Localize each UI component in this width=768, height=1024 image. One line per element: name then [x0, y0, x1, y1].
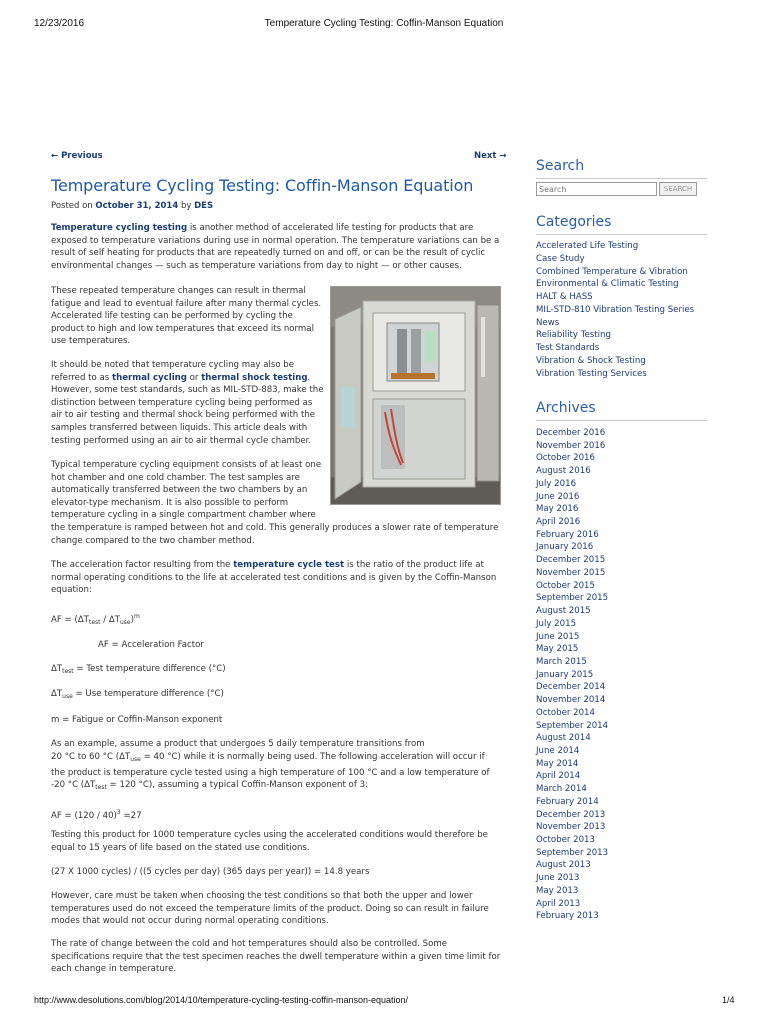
testing-paragraph: Testing this product for 1000 temperature cycles using the accelerated conditions would therefore be equal to 15 years of life based on the stated use conditions.: [51, 830, 488, 853]
archive-link[interactable]: September 2015: [536, 593, 609, 604]
archive-link[interactable]: November 2016: [536, 440, 606, 451]
archive-link[interactable]: February 2014: [536, 796, 599, 807]
archive-link[interactable]: September 2013: [536, 847, 609, 858]
temperature-cycle-test-link[interactable]: temperature cycle test: [233, 560, 345, 570]
p5-a: The acceleration factor resulting from the: [51, 560, 234, 570]
archive-link[interactable]: October 2015: [536, 580, 595, 591]
post-title: Temperature Cycling Testing: Coffin-Manson Equation: [51, 176, 474, 195]
search-button[interactable]: SEARCH: [659, 182, 697, 196]
ex-sub-use: use: [130, 756, 141, 763]
category-link[interactable]: HALT & HASS: [536, 292, 593, 302]
archive-link[interactable]: April 2013: [536, 898, 581, 909]
archives-list: [536, 427, 608, 923]
archive-link[interactable]: November 2014: [536, 695, 606, 706]
post-meta: [51, 201, 213, 211]
archive-link[interactable]: January 2015: [536, 669, 594, 680]
coffin-manson-equation: [51, 611, 501, 630]
thermal-chamber-illustration: [331, 287, 501, 505]
acceleration-factor-paragraph: [51, 559, 501, 597]
res-exp: 3: [116, 809, 121, 816]
def-use-text: = Use temperature difference (°C): [72, 689, 224, 699]
def-delta-t-use: [51, 688, 501, 704]
meta-by: by: [180, 201, 192, 211]
eq-sub-test: test: [88, 619, 101, 626]
def-delta-1: ΔT: [51, 664, 63, 674]
terminology-paragraph: [51, 359, 326, 447]
archive-link[interactable]: October 2016: [536, 453, 595, 464]
category-link[interactable]: Environmental & Climatic Testing: [536, 279, 679, 290]
category-link[interactable]: Vibration Testing Services: [536, 368, 647, 379]
ex-c: = 40 °C) while it is normally being used. The following acceleration will occur if the product is temperature cycle tested using a high temperature of 100 °C and a low temperature of -20 °C (ΔT: [51, 752, 490, 791]
archive-link[interactable]: March 2015: [536, 656, 587, 667]
next-post-link[interactable]: Next →: [474, 151, 507, 161]
archive-link[interactable]: December 2014: [536, 682, 606, 693]
post-date-link[interactable]: October 31, 2014: [95, 201, 179, 211]
category-link[interactable]: Reliability Testing: [536, 330, 611, 341]
def-m: m = Fatigue or Coffin-Manson exponent: [51, 715, 223, 725]
archives-divider: [536, 420, 707, 421]
af-result: [51, 807, 501, 823]
example-intro: As an example, assume a product that undergoes 5 daily temperature transitions from: [51, 739, 425, 749]
eq-slash: / ΔT: [100, 615, 120, 625]
archive-link[interactable]: June 2016: [536, 491, 580, 502]
archive-link[interactable]: March 2014: [536, 784, 587, 795]
ex-sub-test: test: [95, 784, 107, 792]
thermal-cycling-link[interactable]: thermal cycling: [111, 372, 187, 383]
ex-b: 20 °C to 60 °C (ΔT: [51, 752, 131, 762]
archive-link[interactable]: June 2013: [536, 873, 580, 884]
archive-link[interactable]: November 2015: [536, 567, 606, 578]
res-b: =27: [120, 811, 142, 821]
archive-link[interactable]: August 2016: [536, 466, 591, 477]
archive-link[interactable]: May 2014: [536, 758, 579, 769]
print-date: 12/23/2016: [34, 18, 85, 29]
example-paragraph: [51, 751, 501, 795]
eq-close: ): [130, 615, 134, 625]
rate-of-change-paragraph: The rate of change between the cold and hot temperatures should also be controlled. Some specifications require that the test specimen reaches the dwell temperature within a given time limit for each change in temperature.: [51, 939, 501, 975]
categories-list: [536, 240, 694, 380]
categories-divider: [536, 234, 707, 235]
def-af: AF = Acceleration Factor: [98, 640, 204, 650]
p3-c: or: [186, 372, 202, 383]
category-link[interactable]: Vibration & Shock Testing: [536, 355, 646, 366]
archive-link[interactable]: July 2015: [536, 618, 577, 629]
category-link[interactable]: News: [536, 317, 560, 328]
print-url: http://www.desolutions.com/blog/2014/10/temperature-cycling-testing-coffin-manson-equation/: [34, 995, 409, 1005]
eq-exponent: m: [133, 613, 140, 620]
search-divider: [536, 178, 707, 179]
category-link[interactable]: Combined Temperature & Vibration: [536, 266, 688, 277]
p3-a: It should be noted that temperature cycling may also be referred to as: [51, 360, 295, 383]
archive-link[interactable]: July 2016: [536, 478, 577, 489]
archive-link[interactable]: February 2016: [536, 529, 599, 540]
archive-link[interactable]: September 2014: [536, 720, 609, 731]
archive-link[interactable]: August 2015: [536, 606, 591, 617]
previous-post-link[interactable]: ← Previous: [51, 151, 103, 161]
archive-link[interactable]: May 2013: [536, 885, 579, 896]
def-test-text: = Test temperature difference (°C): [73, 664, 226, 674]
archive-link[interactable]: May 2016: [536, 504, 579, 515]
res-a: AF = (120 / 40): [51, 811, 117, 821]
search-input[interactable]: [536, 182, 657, 196]
def-sub-test: test: [62, 668, 74, 675]
archive-link[interactable]: April 2016: [536, 517, 581, 528]
print-page-number: 1/4: [722, 995, 735, 1005]
category-link[interactable]: MIL-STD-810 Vibration Testing Series: [536, 304, 695, 315]
archive-link[interactable]: November 2013: [536, 822, 606, 833]
category-link[interactable]: Accelerated Life Testing: [536, 241, 639, 251]
category-link[interactable]: Case Study: [536, 253, 585, 264]
equipment-paragraph-cont: the temperature is ramped between hot and cold. This generally produces a slower rate of temperature change compared to the two chamber method.: [51, 523, 499, 546]
category-link[interactable]: Test Standards: [536, 343, 600, 353]
archive-link[interactable]: October 2013: [536, 835, 595, 845]
archive-link[interactable]: June 2015: [536, 631, 580, 642]
archive-link[interactable]: December 2016: [536, 428, 606, 438]
archive-link[interactable]: February 2013: [536, 911, 599, 922]
search-heading: Search: [536, 158, 585, 174]
archive-link[interactable]: December 2013: [536, 809, 606, 820]
archive-link[interactable]: August 2013: [536, 860, 591, 871]
thermal-chamber-photo: [330, 286, 501, 505]
temperature-cycling-link[interactable]: Temperature cycling testing: [51, 223, 188, 233]
def-delta-t-test: [51, 663, 501, 679]
print-title: Temperature Cycling Testing: Coffin-Manson Equation: [264, 18, 504, 29]
thermal-shock-link[interactable]: thermal shock testing: [201, 372, 308, 383]
archive-link[interactable]: December 2015: [536, 555, 606, 566]
archive-link[interactable]: January 2016: [536, 542, 594, 553]
eq-sub-use: use: [120, 619, 131, 626]
archive-link[interactable]: October 2014: [536, 707, 595, 718]
fatigue-paragraph: These repeated temperature changes can result in thermal fatigue and lead to eventual failure after many thermal cycles. Accelerated life testing can be performed by cycling the product to high and low temperatures that exceed its normal use temperatures.: [51, 286, 322, 347]
archives-heading: Archives: [536, 400, 596, 416]
meta-prefix: Posted on: [51, 201, 93, 211]
def-delta-2: ΔT: [51, 689, 63, 699]
p3-d: . However, some test standards, such as MIL-STD-883, make the distinction between temperature cycling being performed as air to air testing and thermal shock being performed with the samples transferred between liquids. This article deals with testing performed using an air to air thermal cycle chamber.: [51, 372, 324, 446]
equipment-paragraph: Typical temperature cycling equipment consists of at least one hot chamber and one cold chamber. The test samples are automatically transferred between the two chambers by an elevator-type mechanism. It is also possible to perform temperature cycling in a single compartment chamber where: [51, 460, 322, 521]
author-link[interactable]: DES: [194, 201, 214, 211]
archive-link[interactable]: April 2014: [536, 771, 581, 782]
intro-text: is another method of accelerated life testing for products that are exposed to temperature variations during use in normal operation. The temperature variations can be a result of self heating for products that are repeatedly turned on and off, or can be the result of cyclic environmental changes — such as temperature variations from day to night — or other causes.: [51, 223, 500, 271]
archive-link[interactable]: June 2014: [536, 745, 580, 756]
p5-c: is the ratio of the product life at normal operating conditions to the life at accelerated test conditions and is given by the Coffin-Manson equation:: [51, 560, 497, 596]
caution-paragraph: However, care must be taken when choosing the test conditions so that both the upper and lower temperatures used do not exceed the temperature limits of the product. Doing so can result in failure modes that would not occur during normal operating conditions.: [51, 891, 489, 927]
ex-d: = 120 °C), assuming a typical Coffin-Manson exponent of 3:: [106, 780, 368, 791]
eq-lhs: AF = (ΔT: [51, 615, 89, 625]
intro-paragraph: [51, 222, 501, 272]
def-sub-use: use: [62, 693, 73, 700]
categories-heading: Categories: [536, 214, 612, 230]
archive-link[interactable]: May 2015: [536, 644, 579, 655]
years-calculation: (27 X 1000 cycles) / ((5 cycles per day) (365 days per year)) = 14.8 years: [51, 867, 370, 877]
archive-link[interactable]: August 2014: [536, 733, 591, 744]
